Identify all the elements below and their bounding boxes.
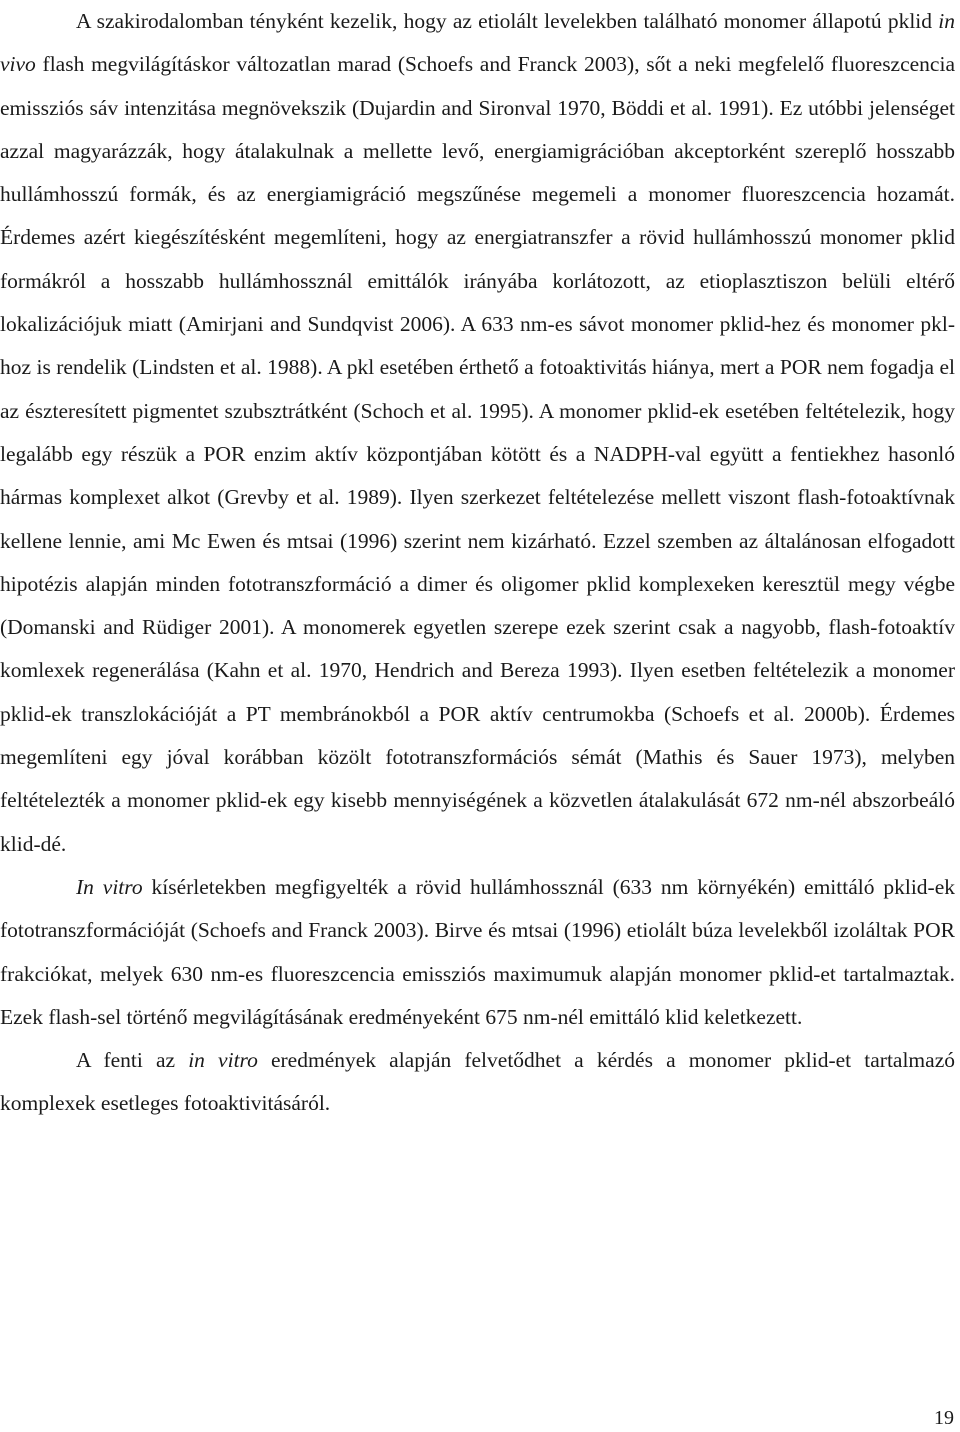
page-number: 19 — [934, 1407, 954, 1429]
paragraph-1-text-1: A szakirodalomban tényként kezelik, hogy az etiolált levelekben található monomer állapotú pklid — [76, 9, 939, 33]
paragraph-1-italic-in-vivo: in vivo — [0, 9, 955, 77]
paragraph-2-text: kísérletekben megfigyelték a rövid hullámhossznál (633 nm környékén) emittáló pklid-ek fototranszformációját (Schoefs and Franck 2003). Birve és mtsai (1996) etiolált búza levelekből izoláltak POR frakciókat, melyek 630 nm-es fluoreszcencia emissziós maximumuk alapján monomer pklid-et tartalmaztak. Ezek flash-sel történő megvilágításának eredményeként 675 nm-nél emittáló klid keletkezett. — [0, 874, 956, 1029]
paragraph-3 — [0, 1039, 955, 1126]
paragraph-2-italic-in-vitro: In vitro — [76, 874, 143, 899]
paragraph-2 — [0, 866, 955, 1039]
paragraph-1-text-2: flash megvilágításkor változatlan marad (Schoefs and Franck 2003), sőt a neki megfelelő fluoreszcencia emissziós sáv intenzitása megnövekszik (Dujardin and Sironval 1970, Böddi et al. 1991). Ez utóbbi jelenséget azzal magyarázzák, hogy átalakulnak a mellette levő, energiamigrációban akceptorként szereplő hosszabb hullámhosszú formák, és az energiamigráció megszűnése megemeli a monomer fluoreszcencia hozamát. Érdemes azért kiegészítésként megemlíteni, hogy az energiatranszfer a rövid hullámhosszú monomer pklid formákról a hosszabb hullámhossznál emittálók irányába korlátozott, az etioplasztiszon belüli eltérő lokalizációjuk miatt (Amirjani and Sundqvist 2006). A 633 nm-es sávot monomer pklid-hez és monomer pkl-hoz is rendelik (Lindsten et al. 1988). A pkl esetében érthető a fotoaktivitás hiánya, mert a POR nem fogadja el az észteresített pigmentet szubsztrátként (Schoch et al. 1995). A monomer pklid-ek esetében feltételezik, hogy legalább egy részük a POR enzim aktív központjában kötött és a NADPH-val együtt a fentiekhez hasonló hármas komplexet alkot (Grevby et al. 1989). Ilyen szerkezet feltételezése mellett viszont flash-fotoaktívnak kellene lennie, ami Mc Ewen és mtsai (1996) szerint nem kizárható. Ezzel szemben az általánosan elfogadott hipotézis alapján minden fototranszformáció a dimer és oligomer pklid komplexeken keresztül megy végbe (Domanski and Rüdiger 2001). A monomerek egyetlen szerepe ezek szerint csak a nagyobb, flash-fotoaktív komlexek regenerálása (Kahn et al. 1970, Hendrich and Bereza 1993). Ilyen esetben feltételezik a monomer pklid-ek transzlokációját a PT membránokból a POR aktív centrumokba (Schoefs et al. 2000b). Érdemes megemlíteni egy jóval korábban közölt fototranszformációs sémát (Mathis és Sauer 1973), melyben feltételezték a monomer pklid-ek egy kisebb mennyiségének a közvetlen átalakulását 672 nm-nél abszorbeáló klid-dé. — [0, 52, 955, 856]
paragraph-3-text-2: eredmények alapján felvetődhet a kérdés a monomer pklid-et tartalmazó komplexek esetleges fotoaktivitásáról. — [0, 1048, 955, 1116]
paragraph-3-text-1: A fenti az — [76, 1048, 189, 1073]
paragraph-3-italic-in-vitro: in vitro — [188, 1048, 258, 1073]
